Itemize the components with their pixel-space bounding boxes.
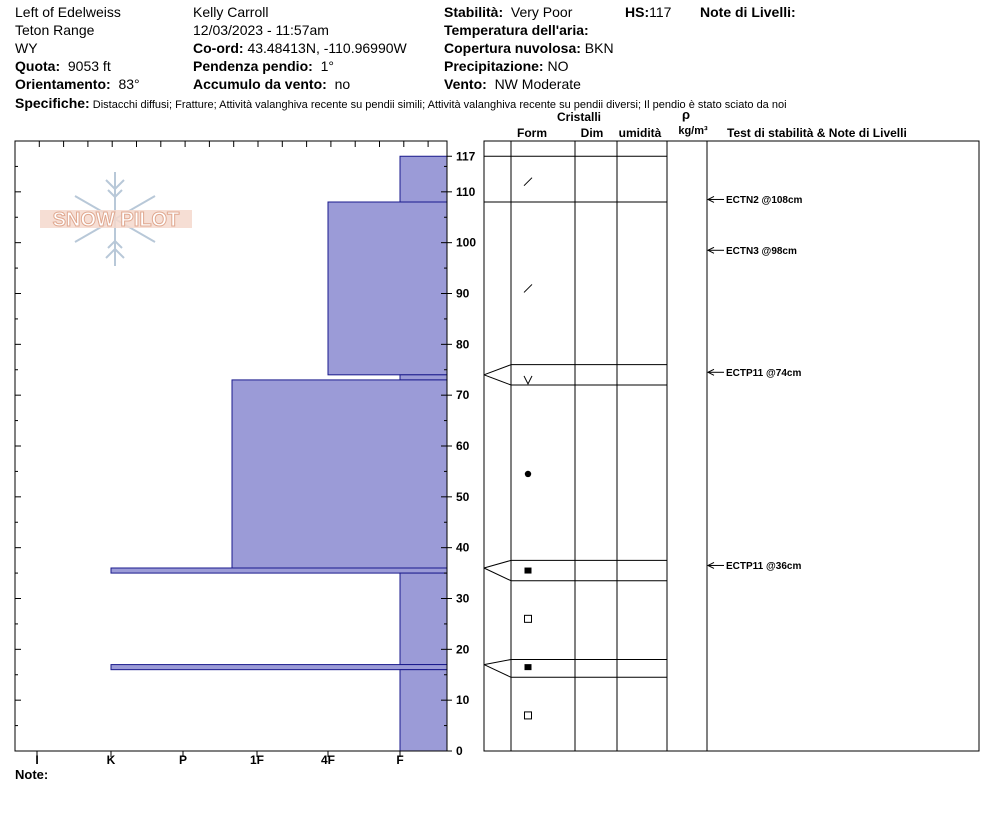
dot-grain-icon — [525, 471, 531, 477]
layer-boundary-connector — [484, 568, 511, 581]
height-tick-label: 117 — [456, 149, 476, 164]
test-label: ECTP11 @74cm — [726, 367, 802, 379]
hardness-bar — [400, 375, 447, 380]
height-tick-label: 70 — [456, 388, 470, 403]
tests-notes-header: Test di stabilità & Note di Livelli — [727, 126, 907, 140]
hardness-bar — [400, 670, 447, 751]
test-label: ECTN2 @108cm — [726, 194, 803, 206]
layer-boundary-connector — [484, 665, 511, 678]
density-symbol: ρ — [681, 107, 691, 122]
filled-square-grain-icon — [525, 568, 532, 574]
hardness-tick-label: 4F — [320, 753, 336, 767]
test-label: ECTP11 @36cm — [726, 560, 802, 572]
hs-label: HS: — [625, 4, 650, 20]
height-tick-label: 80 — [456, 337, 470, 352]
specifics-label: Specifiche: — [15, 95, 90, 111]
height-tick-label: 0 — [456, 744, 463, 758]
layer-boundary-connector — [484, 660, 511, 665]
hardness-tick-label: K — [106, 753, 116, 767]
stability-value: Very Poor — [510, 4, 573, 20]
sky-value: BKN — [584, 40, 614, 56]
hs-value: 117 — [649, 4, 672, 20]
state: WY — [15, 40, 38, 56]
sky-label: Copertura nuvolosa: — [444, 40, 581, 56]
slope-value: 1° — [320, 58, 334, 74]
logo-text: SNOW PILOT — [52, 209, 180, 231]
height-tick-label: 20 — [456, 642, 470, 657]
aspect-value: 83° — [118, 76, 140, 92]
hardness-bar — [111, 568, 447, 573]
table-headers — [517, 107, 907, 140]
aspect-label: Orientamento: — [15, 76, 111, 92]
height-tick-label: 10 — [456, 693, 470, 708]
hardness-tick-label: F — [396, 753, 404, 767]
snow-pilot-logo — [40, 172, 192, 266]
crystals-header: Cristalli — [556, 110, 602, 124]
size-header: Dim — [580, 126, 604, 140]
hardness-tick-label: 1F — [249, 753, 265, 767]
layer-boundary-connector — [484, 375, 511, 385]
mountain-range: Teton Range — [15, 22, 95, 38]
depth-hoar-icon — [524, 376, 532, 384]
slash-grain-icon — [524, 178, 532, 186]
height-tick-label: 50 — [456, 489, 470, 504]
air-temp-label: Temperatura dell'aria: — [444, 22, 589, 38]
wind-loading-label: Accumulo da vento: — [193, 76, 327, 92]
filled-square-grain-icon — [525, 664, 532, 670]
hardness-bar — [111, 665, 447, 670]
datetime: 12/03/2023 - 11:57am — [193, 22, 329, 38]
height-tick-label: 30 — [456, 591, 470, 606]
height-tick-label: 90 — [456, 286, 470, 301]
form-header: Form — [517, 126, 547, 140]
hardness-profile — [111, 156, 447, 751]
precip-value: NO — [547, 58, 569, 74]
slope-label: Pendenza pendio: — [193, 58, 313, 74]
hardness-bar — [232, 380, 447, 568]
hardness-tick-label: P — [178, 753, 188, 767]
hardness-tick-label: I — [35, 753, 39, 767]
height-tick-label: 40 — [456, 540, 470, 555]
hardness-bar — [328, 202, 447, 375]
location-name: Left of Edelweiss — [15, 4, 121, 20]
wind-loading-value: no — [334, 76, 351, 92]
layer-boundary-connector — [484, 365, 511, 375]
stability-label: Stabilità: — [444, 4, 504, 20]
height-tick-label: 100 — [456, 235, 477, 250]
coord-label: Co-ord: — [193, 40, 244, 56]
height-tick-label: 110 — [456, 184, 476, 199]
open-square-grain-icon — [525, 615, 532, 622]
density-unit: kg/m³ — [678, 125, 708, 137]
precip-label: Precipitazione: — [444, 58, 544, 74]
wind-value: NW Moderate — [494, 76, 581, 92]
hardness-bar — [400, 573, 447, 665]
observer: Kelly Carroll — [193, 4, 269, 20]
hardness-bar — [400, 156, 447, 202]
stability-tests — [708, 195, 803, 572]
layer-notes-label: Note di Livelli: — [700, 4, 796, 20]
wind-label: Vento: — [444, 76, 487, 92]
grain-symbols — [524, 178, 532, 719]
layer-boundary-connector — [484, 560, 511, 568]
elevation-value: 9053 ft — [67, 58, 111, 74]
elevation-label: Quota: — [15, 58, 61, 74]
coord-value: 43.48413N, -110.96990W — [247, 40, 407, 56]
test-label: ECTN3 @98cm — [726, 245, 797, 257]
slash-grain-icon — [524, 284, 532, 292]
moisture-header: umidità — [618, 126, 662, 140]
height-tick-label: 60 — [456, 439, 470, 453]
notes-label: Note: — [15, 767, 49, 782]
specifics-text: Distacchi diffusi; Fratture; Attività valanghiva recente su pendii simili; Attività valanghiva recente su pendii diversi; Il pendio è stato sciato da noi — [92, 99, 787, 111]
open-square-grain-icon — [525, 712, 532, 719]
